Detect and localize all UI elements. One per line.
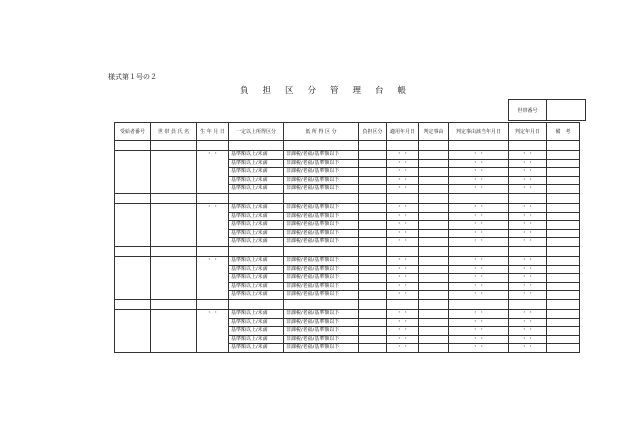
member-name-cell[interactable] [151, 151, 197, 194]
burden-class-cell[interactable] [359, 318, 387, 327]
effective-date-cell[interactable]: ・ ・ [387, 282, 419, 291]
burden-class-cell[interactable] [359, 291, 387, 300]
low-income-class-cell[interactable]: 非課税/老福/基準額以下 [284, 159, 359, 168]
birth-date-cell[interactable]: ・ ・ [197, 151, 229, 194]
remarks-cell[interactable] [547, 291, 580, 300]
member-name-cell[interactable] [151, 309, 197, 352]
spacer-cell [151, 246, 197, 256]
income-class-cell[interactable]: 基準額以上/未満 [229, 159, 284, 168]
judgment-date-cell[interactable]: ・ ・ [509, 344, 547, 353]
reason-date-cell[interactable]: ・ ・ [449, 327, 509, 336]
effective-date-cell[interactable]: ・ ・ [387, 327, 419, 336]
effective-date-cell[interactable]: ・ ・ [387, 318, 419, 327]
judgment-reason-cell[interactable] [419, 318, 449, 327]
judgment-reason-cell[interactable] [419, 309, 449, 318]
judgment-date-cell[interactable]: ・ ・ [509, 221, 547, 230]
spacer-cell [449, 141, 509, 151]
effective-date-cell[interactable]: ・ ・ [387, 335, 419, 344]
income-class-cell[interactable]: 基準額以上/未満 [229, 335, 284, 344]
judgment-reason-cell[interactable] [419, 274, 449, 283]
reason-date-cell[interactable]: ・ ・ [449, 335, 509, 344]
income-class-cell[interactable]: 基準額以上/未満 [229, 309, 284, 318]
recipient-number-cell[interactable] [115, 309, 151, 352]
judgment-reason-cell[interactable] [419, 221, 449, 230]
judgment-reason-cell[interactable] [419, 168, 449, 177]
remarks-cell[interactable] [547, 185, 580, 194]
spacer-cell [449, 246, 509, 256]
reason-date-cell[interactable]: ・ ・ [449, 159, 509, 168]
reason-date-cell[interactable]: ・ ・ [449, 212, 509, 221]
spacer-cell [197, 141, 229, 151]
remarks-cell[interactable] [547, 256, 580, 265]
effective-date-cell[interactable]: ・ ・ [387, 168, 419, 177]
income-class-cell[interactable]: 基準額以上/未満 [229, 238, 284, 247]
judgment-date-cell[interactable]: ・ ・ [509, 282, 547, 291]
judgment-date-cell[interactable]: ・ ・ [509, 176, 547, 185]
low-income-class-cell[interactable]: 非課税/老福/基準額以下 [284, 291, 359, 300]
header-income-class: 一定以上所得区分 [229, 123, 284, 141]
judgment-reason-cell[interactable] [419, 327, 449, 336]
header-remarks: 備 考 [547, 123, 580, 141]
spacer-cell [229, 299, 284, 309]
reason-date-cell[interactable]: ・ ・ [449, 256, 509, 265]
reason-date-cell[interactable]: ・ ・ [449, 318, 509, 327]
header-effective-date: 適用年月日 [387, 123, 419, 141]
income-class-cell[interactable]: 基準額以上/未満 [229, 344, 284, 353]
burden-class-cell[interactable] [359, 274, 387, 283]
spacer-cell [387, 246, 419, 256]
spacer-cell [509, 193, 547, 203]
income-class-cell[interactable]: 基準額以上/未満 [229, 256, 284, 265]
spacer-cell [197, 193, 229, 203]
remarks-cell[interactable] [547, 238, 580, 247]
effective-date-cell[interactable]: ・ ・ [387, 344, 419, 353]
judgment-date-cell[interactable]: ・ ・ [509, 229, 547, 238]
low-income-class-cell[interactable]: 非課税/老福/基準額以下 [284, 327, 359, 336]
burden-class-cell[interactable] [359, 168, 387, 177]
remarks-cell[interactable] [547, 221, 580, 230]
low-income-class-cell[interactable]: 非課税/老福/基準額以下 [284, 203, 359, 212]
spacer-cell [151, 141, 197, 151]
remarks-cell[interactable] [547, 212, 580, 221]
judgment-date-cell[interactable]: ・ ・ [509, 335, 547, 344]
header-row [115, 123, 580, 141]
judgment-reason-cell[interactable] [419, 151, 449, 160]
judgment-date-cell[interactable]: ・ ・ [509, 168, 547, 177]
header-member-name: 世 帯 員 氏 名 [151, 123, 197, 141]
birth-date-cell[interactable]: ・ ・ [197, 256, 229, 299]
judgment-date-cell[interactable]: ・ ・ [509, 203, 547, 212]
spacer-cell [229, 141, 284, 151]
judgment-date-cell[interactable]: ・ ・ [509, 318, 547, 327]
effective-date-cell[interactable]: ・ ・ [387, 238, 419, 247]
judgment-reason-cell[interactable] [419, 282, 449, 291]
judgment-reason-cell[interactable] [419, 291, 449, 300]
judgment-date-cell[interactable]: ・ ・ [509, 212, 547, 221]
table-row [115, 151, 580, 160]
spacer-cell [509, 141, 547, 151]
reason-date-cell[interactable]: ・ ・ [449, 176, 509, 185]
remarks-cell[interactable] [547, 176, 580, 185]
income-class-cell[interactable]: 基準額以上/未満 [229, 151, 284, 160]
recipient-number-cell[interactable] [115, 151, 151, 194]
burden-class-cell[interactable] [359, 344, 387, 353]
low-income-class-cell[interactable]: 非課税/老福/基準額以下 [284, 168, 359, 177]
judgment-reason-cell[interactable] [419, 159, 449, 168]
judgment-date-cell[interactable]: ・ ・ [509, 256, 547, 265]
birth-date-cell[interactable]: ・ ・ [197, 203, 229, 246]
burden-class-cell[interactable] [359, 335, 387, 344]
spacer-cell [115, 141, 151, 151]
burden-class-cell[interactable] [359, 256, 387, 265]
income-class-cell[interactable]: 基準額以上/未満 [229, 282, 284, 291]
table-row [115, 309, 580, 318]
effective-date-cell[interactable]: ・ ・ [387, 159, 419, 168]
remarks-cell[interactable] [547, 265, 580, 274]
spacer-cell [284, 299, 359, 309]
reason-date-cell[interactable]: ・ ・ [449, 265, 509, 274]
table-row [115, 256, 580, 265]
page-title: 負担区分管理台帳 [240, 86, 421, 96]
reason-date-cell[interactable]: ・ ・ [449, 291, 509, 300]
judgment-date-cell[interactable]: ・ ・ [509, 274, 547, 283]
burden-class-cell[interactable] [359, 176, 387, 185]
spacer-cell [115, 246, 151, 256]
effective-date-cell[interactable]: ・ ・ [387, 221, 419, 230]
effective-date-cell[interactable]: ・ ・ [387, 256, 419, 265]
income-class-cell[interactable]: 基準額以上/未満 [229, 274, 284, 283]
income-class-cell[interactable]: 基準額以上/未満 [229, 203, 284, 212]
remarks-cell[interactable] [547, 203, 580, 212]
reason-date-cell[interactable]: ・ ・ [449, 309, 509, 318]
judgment-date-cell[interactable]: ・ ・ [509, 151, 547, 160]
income-class-cell[interactable]: 基準額以上/未満 [229, 185, 284, 194]
low-income-class-cell[interactable]: 非課税/老福/基準額以下 [284, 229, 359, 238]
reason-date-cell[interactable]: ・ ・ [449, 344, 509, 353]
effective-date-cell[interactable]: ・ ・ [387, 291, 419, 300]
spacer-cell [151, 299, 197, 309]
effective-date-cell[interactable]: ・ ・ [387, 309, 419, 318]
effective-date-cell[interactable]: ・ ・ [387, 265, 419, 274]
low-income-class-cell[interactable]: 非課税/老福/基準額以下 [284, 344, 359, 353]
low-income-class-cell[interactable]: 非課税/老福/基準額以下 [284, 335, 359, 344]
spacer-cell [547, 141, 580, 151]
judgment-reason-cell[interactable] [419, 203, 449, 212]
remarks-cell[interactable] [547, 159, 580, 168]
spacer-cell [151, 193, 197, 203]
effective-date-cell[interactable]: ・ ・ [387, 185, 419, 194]
ledger-table [114, 122, 580, 353]
income-class-cell[interactable]: 基準額以上/未満 [229, 176, 284, 185]
spacer-cell [197, 246, 229, 256]
spacer-cell [449, 299, 509, 309]
reason-date-cell[interactable]: ・ ・ [449, 203, 509, 212]
judgment-date-cell[interactable]: ・ ・ [509, 238, 547, 247]
remarks-cell[interactable] [547, 309, 580, 318]
remarks-cell[interactable] [547, 327, 580, 336]
spacer-cell [359, 141, 387, 151]
block-spacer-row [115, 141, 580, 151]
effective-date-cell[interactable]: ・ ・ [387, 151, 419, 160]
spacer-cell [419, 246, 449, 256]
spacer-cell [115, 299, 151, 309]
remarks-cell[interactable] [547, 335, 580, 344]
low-income-class-cell[interactable]: 非課税/老福/基準額以下 [284, 176, 359, 185]
judgment-date-cell[interactable]: ・ ・ [509, 265, 547, 274]
remarks-cell[interactable] [547, 274, 580, 283]
reason-date-cell[interactable]: ・ ・ [449, 168, 509, 177]
low-income-class-cell[interactable]: 非課税/老福/基準額以下 [284, 238, 359, 247]
spacer-cell [419, 193, 449, 203]
form-number: 様式第１号の２ [108, 73, 157, 81]
block-spacer-row [115, 193, 580, 203]
member-name-cell[interactable] [151, 256, 197, 299]
income-class-cell[interactable]: 基準額以上/未満 [229, 265, 284, 274]
low-income-class-cell[interactable]: 非課税/老福/基準額以下 [284, 265, 359, 274]
low-income-class-cell[interactable]: 非課税/老福/基準額以下 [284, 185, 359, 194]
block-spacer-row [115, 246, 580, 256]
remarks-cell[interactable] [547, 282, 580, 291]
judgment-reason-cell[interactable] [419, 229, 449, 238]
reason-date-cell[interactable]: ・ ・ [449, 229, 509, 238]
header-recipient-number: 受給者番号 [115, 123, 151, 141]
income-class-cell[interactable]: 基準額以上/未満 [229, 168, 284, 177]
spacer-cell [509, 246, 547, 256]
spacer-cell [419, 141, 449, 151]
low-income-class-cell[interactable]: 非課税/老福/基準額以下 [284, 212, 359, 221]
spacer-cell [359, 193, 387, 203]
burden-class-cell[interactable] [359, 309, 387, 318]
low-income-class-cell[interactable]: 非課税/老福/基準額以下 [284, 318, 359, 327]
spacer-cell [284, 193, 359, 203]
reason-date-cell[interactable]: ・ ・ [449, 185, 509, 194]
table-row [115, 203, 580, 212]
judgment-date-cell[interactable]: ・ ・ [509, 291, 547, 300]
judgment-reason-cell[interactable] [419, 212, 449, 221]
header-judgment-reason: 判定事由 [419, 123, 449, 141]
header-burden-class: 負担区分 [359, 123, 387, 141]
spacer-cell [547, 246, 580, 256]
birth-date-cell[interactable]: ・ ・ [197, 309, 229, 352]
burden-class-cell[interactable] [359, 212, 387, 221]
spacer-cell [387, 193, 419, 203]
recipient-number-cell[interactable] [115, 203, 151, 246]
remarks-cell[interactable] [547, 344, 580, 353]
effective-date-cell[interactable]: ・ ・ [387, 229, 419, 238]
spacer-cell [229, 193, 284, 203]
spacer-cell [115, 193, 151, 203]
spacer-cell [387, 141, 419, 151]
remarks-cell[interactable] [547, 168, 580, 177]
judgment-date-cell[interactable]: ・ ・ [509, 185, 547, 194]
judgment-reason-cell[interactable] [419, 256, 449, 265]
reason-date-cell[interactable]: ・ ・ [449, 238, 509, 247]
judgment-reason-cell[interactable] [419, 185, 449, 194]
household-number-box [508, 99, 586, 121]
judgment-reason-cell[interactable] [419, 344, 449, 353]
reason-date-cell[interactable]: ・ ・ [449, 274, 509, 283]
spacer-cell [449, 193, 509, 203]
income-class-cell[interactable]: 基準額以上/未満 [229, 212, 284, 221]
spacer-cell [419, 299, 449, 309]
burden-class-cell[interactable] [359, 229, 387, 238]
spacer-cell [387, 299, 419, 309]
burden-class-cell[interactable] [359, 151, 387, 160]
low-income-class-cell[interactable]: 非課税/老福/基準額以下 [284, 151, 359, 160]
income-class-cell[interactable]: 基準額以上/未満 [229, 291, 284, 300]
income-class-cell[interactable]: 基準額以上/未満 [229, 221, 284, 230]
burden-class-cell[interactable] [359, 185, 387, 194]
burden-class-cell[interactable] [359, 327, 387, 336]
burden-class-cell[interactable] [359, 203, 387, 212]
remarks-cell[interactable] [547, 151, 580, 160]
income-class-cell[interactable]: 基準額以上/未満 [229, 318, 284, 327]
effective-date-cell[interactable]: ・ ・ [387, 274, 419, 283]
spacer-cell [359, 246, 387, 256]
header-low-income-class: 低 所 得 区 分 [284, 123, 359, 141]
judgment-date-cell[interactable]: ・ ・ [509, 159, 547, 168]
judgment-reason-cell[interactable] [419, 176, 449, 185]
header-reason-date: 判定事由該当年月日 [449, 123, 509, 141]
spacer-cell [197, 299, 229, 309]
header-judgment-date: 判定年月日 [509, 123, 547, 141]
burden-class-cell[interactable] [359, 265, 387, 274]
spacer-cell [284, 246, 359, 256]
judgment-reason-cell[interactable] [419, 335, 449, 344]
low-income-class-cell[interactable]: 非課税/老福/基準額以下 [284, 274, 359, 283]
low-income-class-cell[interactable]: 非課税/老福/基準額以下 [284, 309, 359, 318]
burden-class-cell[interactable] [359, 159, 387, 168]
burden-class-cell[interactable] [359, 238, 387, 247]
header-birth-date: 生 年 月 日 [197, 123, 229, 141]
judgment-reason-cell[interactable] [419, 238, 449, 247]
spacer-cell [359, 299, 387, 309]
spacer-cell [509, 299, 547, 309]
reason-date-cell[interactable]: ・ ・ [449, 151, 509, 160]
income-class-cell[interactable]: 基準額以上/未満 [229, 327, 284, 336]
effective-date-cell[interactable]: ・ ・ [387, 203, 419, 212]
effective-date-cell[interactable]: ・ ・ [387, 212, 419, 221]
recipient-number-cell[interactable] [115, 256, 151, 299]
household-number-label: 世帯番号 [509, 100, 547, 121]
reason-date-cell[interactable]: ・ ・ [449, 221, 509, 230]
remarks-cell[interactable] [547, 318, 580, 327]
spacer-cell [284, 141, 359, 151]
member-name-cell[interactable] [151, 203, 197, 246]
block-spacer-row [115, 299, 580, 309]
judgment-reason-cell[interactable] [419, 265, 449, 274]
effective-date-cell[interactable]: ・ ・ [387, 176, 419, 185]
spacer-cell [547, 299, 580, 309]
low-income-class-cell[interactable]: 非課税/老福/基準額以下 [284, 221, 359, 230]
judgment-date-cell[interactable]: ・ ・ [509, 309, 547, 318]
income-class-cell[interactable]: 基準額以上/未満 [229, 229, 284, 238]
low-income-class-cell[interactable]: 非課税/老福/基準額以下 [284, 282, 359, 291]
low-income-class-cell[interactable]: 非課税/老福/基準額以下 [284, 256, 359, 265]
household-number-field[interactable] [547, 100, 586, 121]
burden-class-cell[interactable] [359, 282, 387, 291]
spacer-cell [547, 193, 580, 203]
remarks-cell[interactable] [547, 229, 580, 238]
reason-date-cell[interactable]: ・ ・ [449, 282, 509, 291]
judgment-date-cell[interactable]: ・ ・ [509, 327, 547, 336]
burden-class-cell[interactable] [359, 221, 387, 230]
spacer-cell [229, 246, 284, 256]
